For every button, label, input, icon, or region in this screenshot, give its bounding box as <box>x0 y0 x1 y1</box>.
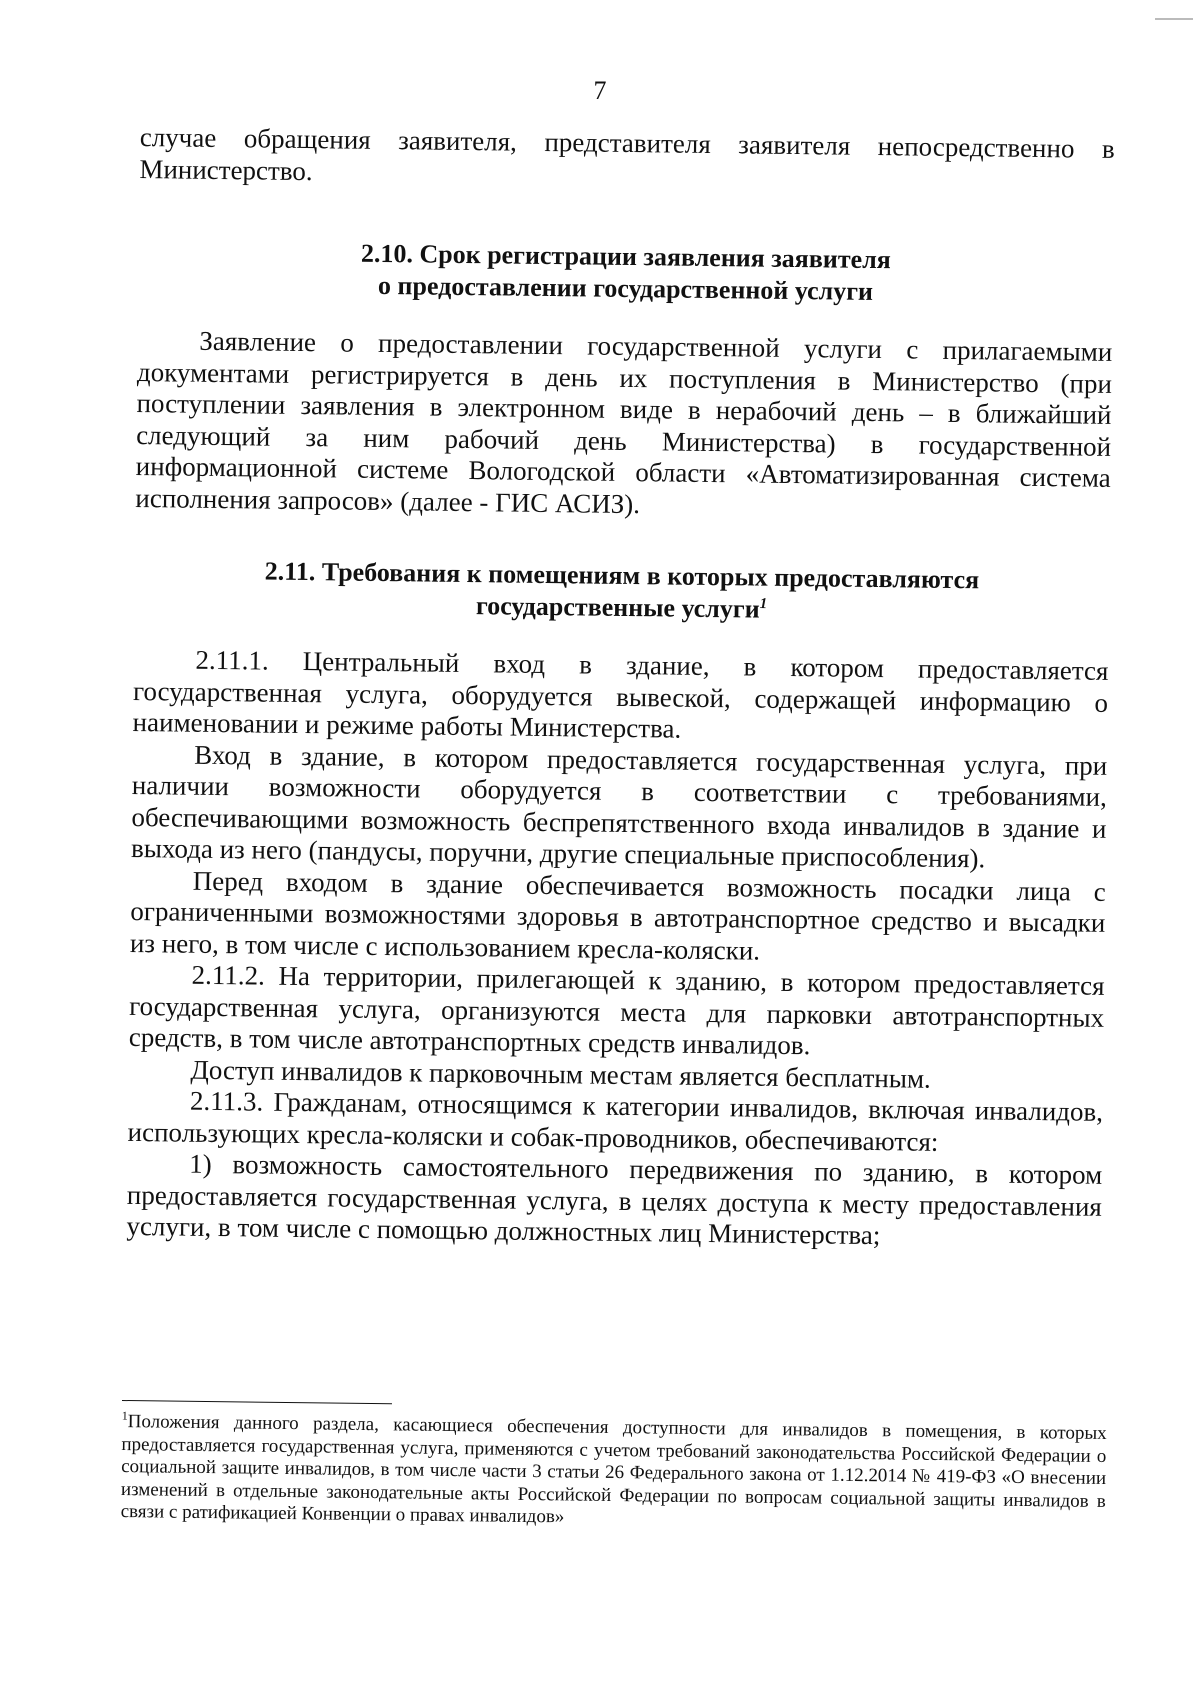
paragraph-2-11-2: 2.11.2. На территории, прилегающей к зданию, в котором предоставляется государственная услуга, организуются места для парковки автотранспортных средств, в том числе автотранспортных средств инвалидов. <box>128 959 1105 1061</box>
footnote-marker: 1 <box>121 1408 128 1423</box>
scan-edge-mark <box>1155 18 1193 20</box>
section-2-10-paragraph: Заявление о предоставлении государственной услуги с прилагаемыми документами регистрируется в день их поступления в Министерство (при поступлении заявления в электронном виде в нерабочий день – в ближайший следующий за ним рабочий день Министерства) в государственной информационной системе Вологодской области «Автоматизированная система исполнения запросов» (далее - ГИС АСИЗ). <box>135 325 1113 519</box>
page-number: 7 <box>593 76 607 105</box>
paragraph-2-11-3: 2.11.3. Гражданам, относящимся к категории инвалидов, включая инвалидов, использующих кресла-коляски и собак-проводников, обеспечиваются: <box>127 1085 1104 1157</box>
footnote-reference: 1 <box>759 595 768 613</box>
section-2-10-heading <box>138 235 1114 311</box>
paragraph-2-11-1: 2.11.1. Центральный вход в здание, в котором предоставляется государственная услуга, оборудуется вывеской, содержащей информацию о наименовании и режиме работы Министерства. <box>132 644 1109 744</box>
paragraph-entrance-accessibility: Вход в здание, в котором предоставляется государственная услуга, при наличии возможности оборудуется в соответствии с требованиями, обеспечивающими возможность беспрепятственного входа инвалидов в здание и выхода из него (пандусы, поручни, другие специальные приспособления). <box>130 739 1108 874</box>
footnote-separator <box>122 1400 392 1404</box>
document-body <box>126 122 1115 1254</box>
paragraph-free-parking: Доступ инвалидов к парковочным местам является бесплатным. <box>190 1054 931 1094</box>
section-2-11-heading-line2: государственные услуги <box>475 591 760 624</box>
footnote-text <box>120 1408 1107 1536</box>
section-2-10-heading-line1: 2.10. Срок регистрации заявления заявителя <box>360 238 892 275</box>
section-2-10-heading-line2: о предоставлении государственной услуги <box>377 270 874 306</box>
list-item-1: 1) возможность самостоятельного передвижения по зданию, в котором предоставляется государственная услуга, в целях доступа к месту предоставления услуги, в том числе с помощью должностных лиц Министерства; <box>126 1148 1103 1251</box>
continuation-paragraph: случае обращения заявителя, представителя заявителя непосредственно в Министерство. <box>139 122 1115 186</box>
footnote-area <box>120 1400 1106 1536</box>
section-2-11-heading-line1: 2.11. Требования к помещениям в которых предоставляются <box>264 556 980 595</box>
section-2-11-heading <box>134 554 1110 630</box>
footnote-body: Положения данного раздела, касающиеся обеспечения доступности для инвалидов в помещения, в которых предоставляется государственная услуга, применяются с учетом требований законодательства Российской Федерации о социальной защите инвалидов, в том числе части 3 статьи 26 Федерального закона от 1.12.2014 № 419-ФЗ «О внесении изменений в отдельные законодательные акты Российской Федерации по вопросам социальной защиты инвалидов в связи с ратификацией Конвенции о правах инвалидов» <box>120 1411 1107 1528</box>
paragraph-vehicle-boarding: Перед входом в здание обеспечивается возможность посадки лица с ограниченными возможностями здоровья в автотранспортное средство и высадки из него, в том числе с использованием кресла-коляски. <box>129 865 1106 966</box>
